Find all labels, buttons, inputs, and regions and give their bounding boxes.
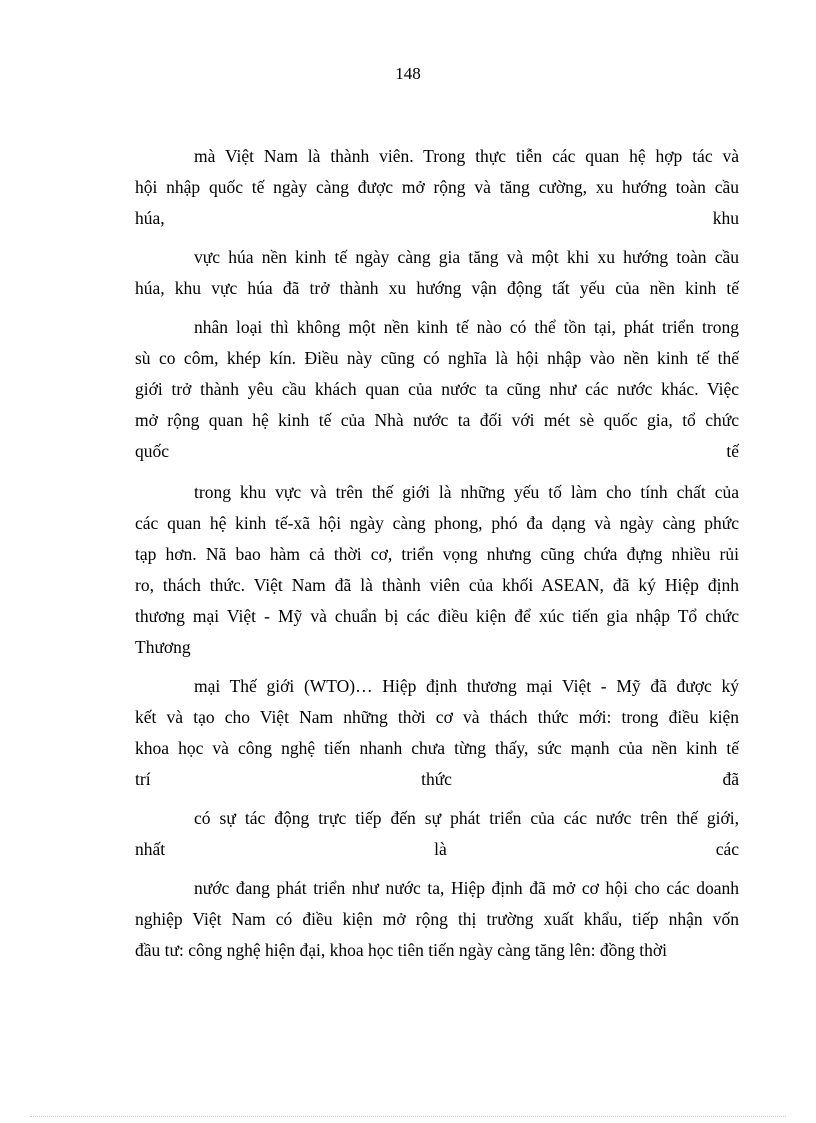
page-bottom-divider	[30, 1116, 786, 1117]
text-line: mở rộng quan hệ kinh tế của Nhà nước ta đối với mét sè quốc gia, tổ chức	[135, 410, 739, 430]
text-line: húa, khu vực húa đã trở thành xu hướng vận động tất yếu của nền kinh tế	[135, 278, 739, 298]
text-line: ro, thách thức. Việt Nam đã là thành viên của khối ASEAN, đã ký Hiệp định	[135, 575, 739, 595]
text-line: hội nhập quốc tế ngày càng được mở rộng và tăng cường, xu hướng toàn cầu	[135, 177, 739, 197]
text-line: kết và tạo cho Việt Nam những thời cơ và thách thức mới: trong điều kiện	[135, 707, 739, 727]
page-number: 148	[395, 64, 421, 83]
text-line: nhất là các	[135, 839, 739, 859]
text-line: thương mại Việt - Mỹ và chuẩn bị các điều kiện để xúc tiến gia nhập Tổ chức	[135, 606, 739, 626]
text-line: quốc tế	[135, 441, 739, 461]
text-line: trong khu vực và trên thế giới là những yếu tố làm cho tính chất của	[194, 482, 739, 502]
text-line: húa, khu	[135, 208, 739, 228]
text-line: tạp hơn. Nã bao hàm cả thời cơ, triển vọng nhưng cũng chứa đựng nhiều rủi	[135, 544, 739, 564]
text-line: nghiệp Việt Nam có điều kiện mở rộng thị trường xuất khẩu, tiếp nhận vốn	[135, 909, 739, 929]
text-line: sù co côm, khép kín. Điều này cũng có nghĩa là hội nhập vào nền kinh tế thế	[135, 348, 739, 368]
text-line: các quan hệ kinh tế-xã hội ngày càng phong, phó đa dạng và ngày càng phức	[135, 513, 739, 533]
text-line: nước đang phát triển như nước ta, Hiệp định đã mở cơ hội cho các doanh	[194, 878, 739, 898]
text-line: trí thức đã	[135, 769, 739, 789]
text-line: mại Thế giới (WTO)… Hiệp định thương mại Việt - Mỹ đã được ký	[194, 676, 739, 696]
text-line: nhân loại thì không một nền kinh tế nào có thể tồn tại, phát triển trong	[194, 317, 739, 337]
text-line: vực húa nền kinh tế ngày càng gia tăng và một khi xu hướng toàn cầu	[194, 247, 739, 267]
text-line: khoa học và công nghệ tiến nhanh chưa từng thấy, sức mạnh của nền kinh tế	[135, 738, 739, 758]
text-line: Thương	[135, 637, 191, 657]
text-line: đầu tư: công nghệ hiện đại, khoa học tiên tiến ngày càng tăng lên: đồng thời	[135, 940, 667, 960]
text-line: có sự tác động trực tiếp đến sự phát triển của các nước trên thế giới,	[194, 808, 739, 828]
text-line: giới trở thành yêu cầu khách quan của nước ta cũng như các nước khác. Việc	[135, 379, 739, 399]
text-line: mà Việt Nam là thành viên. Trong thực tiễn các quan hệ hợp tác và	[194, 146, 739, 166]
